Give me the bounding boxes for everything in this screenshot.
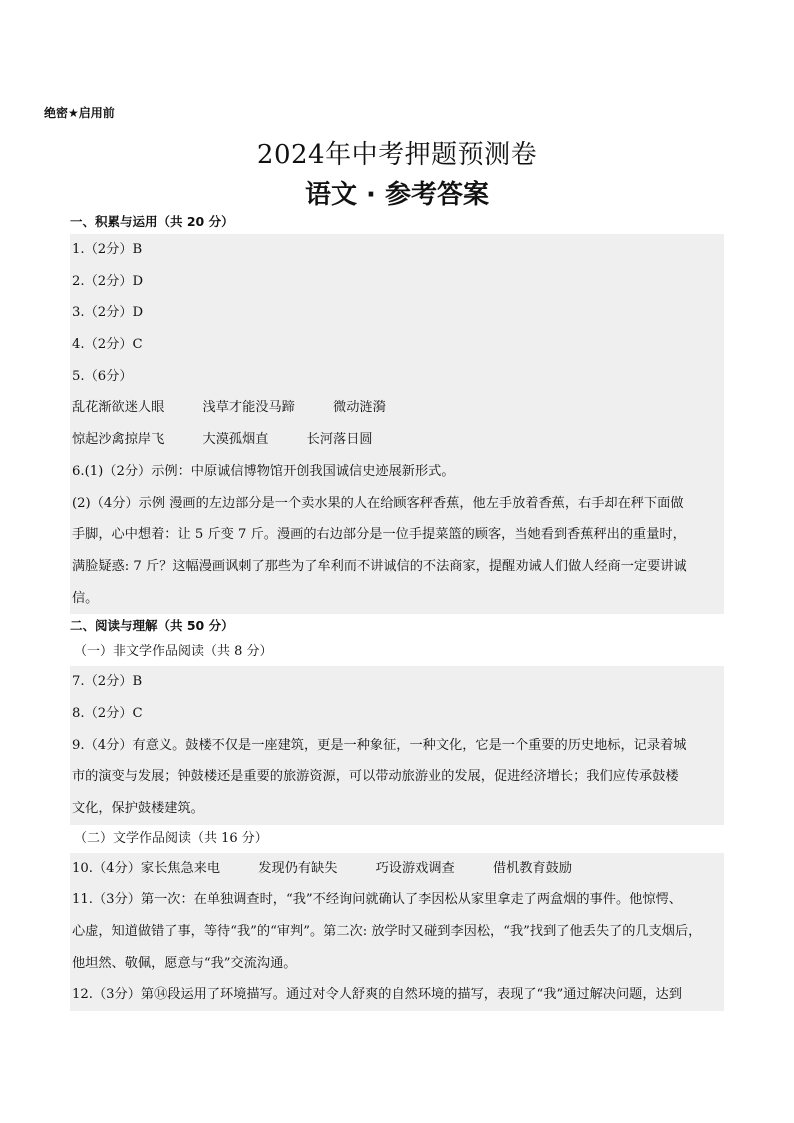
answer-q1: 1.（2分）B: [72, 242, 143, 257]
answer-q2: 2.（2分）D: [72, 273, 144, 289]
answer-q8: 8.（2分）C: [72, 705, 143, 721]
poem-line: 浅草才能没马蹄: [202, 400, 295, 416]
answer-q6-2-line: 信。: [72, 590, 99, 606]
poem-line: 惊起沙禽掠岸飞: [72, 432, 165, 448]
section-heading-accumulation: 一、积累与运用（共 20 分）: [70, 214, 234, 229]
answer-q10-part: 巧设游戏调查: [375, 860, 455, 876]
section-heading-reading: 二、阅读与理解（共 50 分）: [70, 618, 234, 634]
answer-q3: 3.（2分）D: [72, 305, 144, 321]
answer-q9-line: 市的演变与发展；钟鼓楼还是重要的旅游资源，可以带动旅游业的发展，促进经济增长；我们应传承鼓楼: [72, 769, 679, 785]
answer-q4: 4.（2分）C: [72, 337, 143, 353]
confidential-mark: 绝密★启用前: [44, 106, 115, 120]
poem-line: 大漠孤烟直: [202, 432, 269, 448]
answer-q9-line: 9.（4分）有意义。鼓楼不仅是一座建筑，更是一种象征，一种文化，它是一个重要的历史地标，记录着城: [72, 737, 687, 753]
answer-q10-part: 10.（4分）家长焦急来电: [72, 860, 221, 876]
answer-q6-1: 6.(1)（2分）示例：中原诚信博物馆开创我国诚信史迹展新形式。: [72, 463, 455, 479]
poem-line: 微动涟漪: [333, 400, 386, 416]
page-subtitle: 语文 · 参考答案: [305, 180, 489, 210]
section-2-part-2-answers: [70, 853, 724, 1011]
answer-q7: 7.（2分）B: [72, 674, 143, 690]
answer-q11-line: 11.（3分）第一次：在单独调查时，“我”不经询问就确认了李因松从家里拿走了两盒烟的事件。他惊愕、: [72, 892, 682, 908]
page-title: 2024年中考押题预测卷: [256, 140, 538, 170]
answer-q10-part: 借机教育鼓励: [492, 860, 573, 876]
subsection-heading-nonliterary: （一）非文学作品阅读（共 8 分）: [74, 644, 273, 660]
section-1-answers: [70, 234, 724, 614]
answer-content: [70, 210, 724, 1011]
answer-q9-line: 文化，保护鼓楼建筑。: [72, 801, 204, 816]
answer-q6-2-line: 手脚，心中想着：让 5 斤变 7 斤。漫画的右边部分是一位手提菜篮的顾客，当她看到香蕉秤出的重量时，: [72, 527, 686, 543]
answer-q6-2-line: 满脸疑惑: 7 斤？这幅漫画讽刺了那些为了牟利而不讲诚信的不法商家，提醒劝诫人们做人经商一定要讲诚: [72, 558, 687, 574]
poem-line: 长河落日圆: [306, 432, 373, 448]
answer-q5: 5.（6分）: [72, 368, 133, 384]
section-2-part-1-answers: [70, 666, 724, 824]
answer-q5-row-1: [70, 392, 724, 424]
answer-q10-part: 发现仍有缺失: [258, 860, 338, 876]
answer-q5-row-2: [70, 424, 724, 456]
answer-q6-2-line: (2)（4分）示例 漫画的左边部分是一个卖水果的人在给顾客秤香蕉，他左手放着香蕉，右手却在秤下面做: [72, 495, 684, 511]
answer-q12-line: 12.（3分）第⑭段运用了环境描写。通过对令人舒爽的自然环境的描写，表现了“我”通过解决问题，达到: [72, 987, 682, 1003]
answer-q11-line: 心虚，知道做错了事，等待“我”的“审判”。第二次: 放学时又碰到李因松，“我”找到了他丢失了的几支烟后，: [72, 924, 702, 940]
answer-q11-line: 他坦然、敬佩，愿意与“我”交流沟通。: [72, 955, 297, 971]
answer-q10: [70, 853, 724, 885]
poem-line: 乱花渐欲迷人眼: [72, 400, 165, 416]
subsection-heading-literary: （二）文学作品阅读（共 16 分）: [74, 830, 268, 846]
